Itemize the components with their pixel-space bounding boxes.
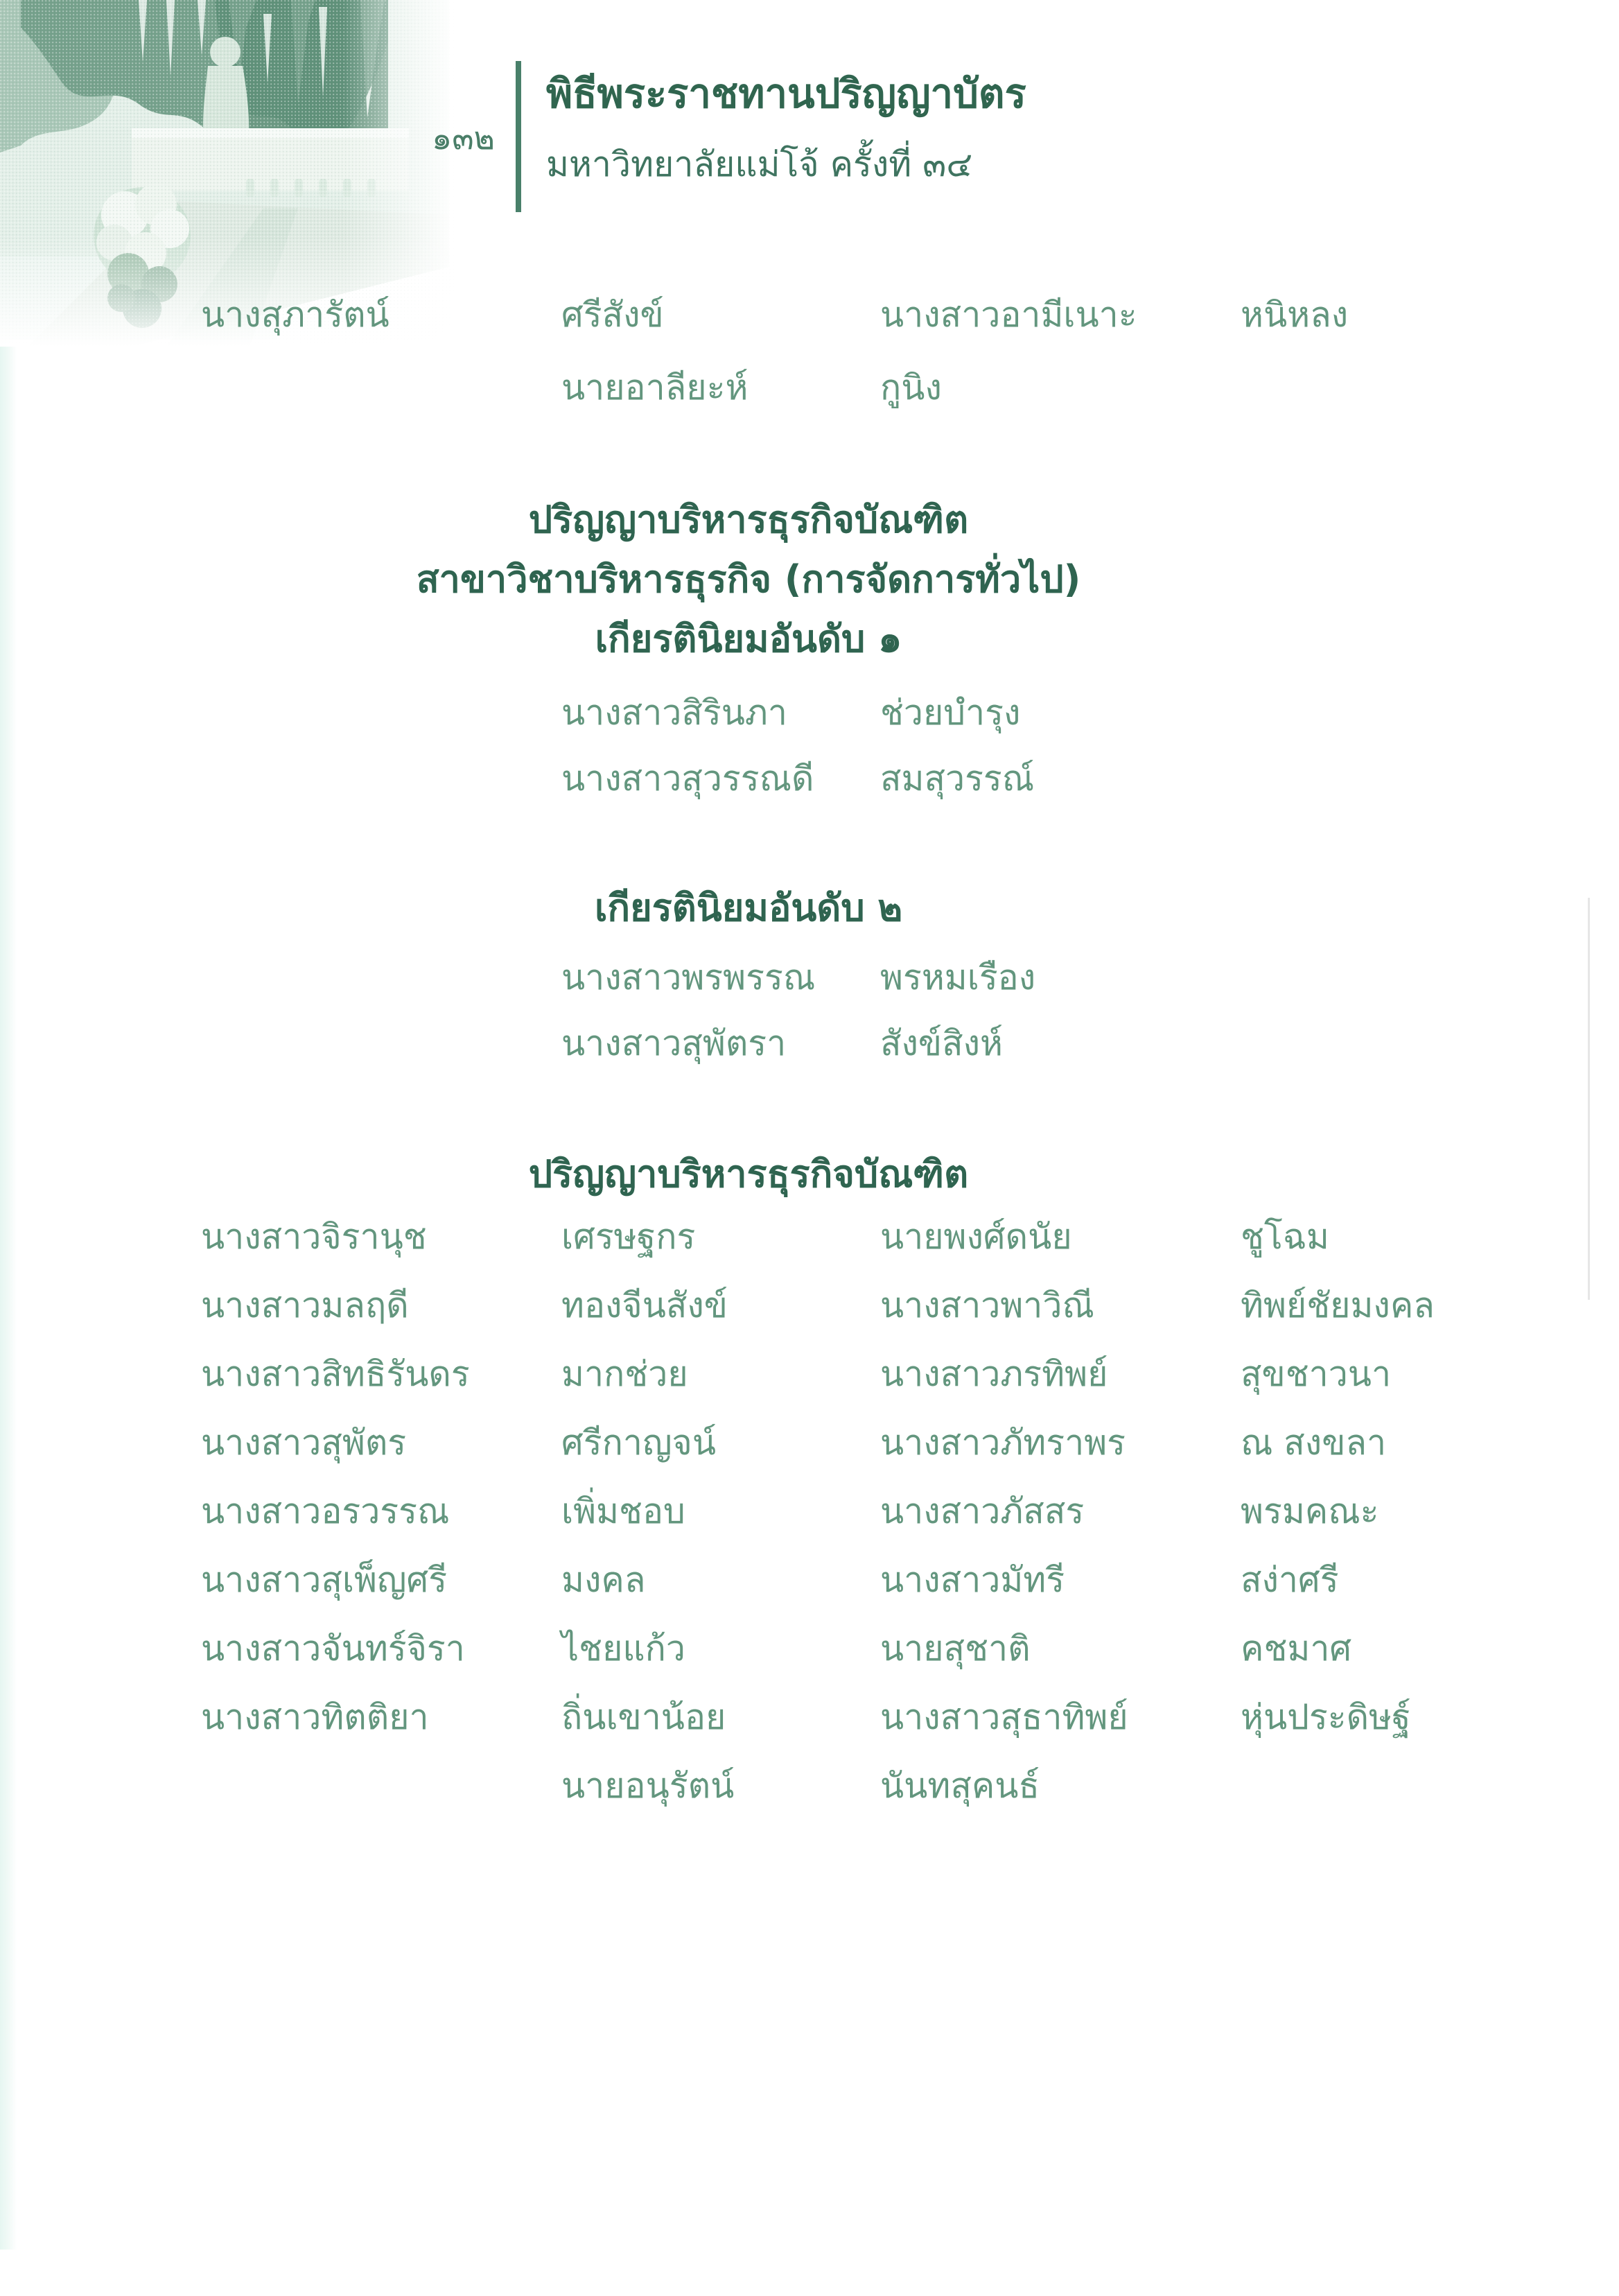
graduate-name: สุขชาวนา <box>1241 1354 1392 1394</box>
major-heading-general-management: สาขาวิชาบริหารธุรกิจ (การจัดการทั่วไป) <box>416 557 1081 601</box>
graduate-name: นางสาวภรทิพย์ <box>880 1354 1108 1394</box>
empty-cell <box>201 363 561 435</box>
graduate-name: เศรษฐกร <box>561 1217 696 1257</box>
graduate-name: ชูโฉม <box>1241 1217 1329 1257</box>
graduate-row <box>0 953 1619 1018</box>
graduate-name: นางสาวสิรินภา <box>561 693 787 733</box>
graduate-name: นางสาวพรพรรณ <box>561 957 816 998</box>
graduate-name: เพิ่มชอบ <box>561 1491 685 1531</box>
graduate-name: นายอาลียะห์ <box>561 367 749 408</box>
university-subtitle: มหาวิทยาลัยแม่โจ้ ครั้งที่ ๓๔ <box>546 144 973 184</box>
graduate-name: พรมคณะ <box>1241 1491 1379 1531</box>
ceremony-title: พิธีพระราชทานปริญญาบัตร <box>546 70 1026 117</box>
graduate-name: มากช่วย <box>561 1354 688 1394</box>
empty-cell <box>201 1761 561 1829</box>
carryover-graduate-list <box>0 290 1619 435</box>
graduate-name: คชมาศ <box>1241 1628 1352 1669</box>
graduate-row <box>0 1418 1619 1486</box>
first-class-honors-heading: เกียรตินิยมอันดับ ๑ <box>595 617 902 661</box>
first-class-honors-list <box>0 688 1619 819</box>
empty-cell <box>1241 953 1619 1018</box>
graduate-row <box>0 1555 1619 1624</box>
general-graduate-list <box>0 1212 1619 1829</box>
graduate-name: หนิหลง <box>1241 295 1349 335</box>
graduate-name: นางสาวอามีเนาะ <box>880 295 1137 335</box>
page-number: ๑๓๒ <box>432 119 495 157</box>
graduate-name: นางสาวสุพัตร <box>201 1423 407 1463</box>
graduate-row <box>0 1486 1619 1555</box>
graduate-name: นายสุชาติ <box>880 1628 1031 1669</box>
graduate-name: นางสาวทิตติยา <box>201 1697 429 1737</box>
graduate-name: นางสาวมลฤดี <box>201 1285 409 1325</box>
graduate-row <box>0 363 1619 435</box>
graduate-name: นางสาวสิทธิรันดร <box>201 1354 470 1394</box>
empty-cell <box>1241 688 1619 754</box>
graduate-name: หุ่นประดิษฐ์ <box>1241 1697 1411 1737</box>
graduate-row <box>0 1212 1619 1280</box>
graduate-name: นันทสุคนธ์ <box>880 1766 1040 1806</box>
graduate-row <box>0 1761 1619 1829</box>
graduate-name: ศรีสังข์ <box>561 295 664 335</box>
empty-cell <box>1241 363 1619 435</box>
graduate-row <box>0 1692 1619 1761</box>
graduate-name: นางสาวอรวรรณ <box>201 1491 450 1531</box>
graduate-name: นางสาวมัทรี <box>880 1560 1065 1600</box>
graduate-name: ถิ่นเขาน้อย <box>561 1697 726 1737</box>
graduate-name: ณ สงขลา <box>1241 1423 1387 1463</box>
graduate-name: นางสาวสุเพ็ญศรี <box>201 1560 448 1600</box>
graduate-name: นางสาวพาวิณี <box>880 1285 1094 1325</box>
graduate-row <box>0 1280 1619 1349</box>
graduate-name: นางสาวภัสสร <box>880 1491 1085 1531</box>
graduate-row <box>0 1624 1619 1692</box>
empty-cell <box>1241 1018 1619 1084</box>
empty-cell <box>201 953 561 1018</box>
second-class-honors-heading: เกียรตินิยมอันดับ ๒ <box>594 886 903 930</box>
empty-cell <box>201 688 561 754</box>
graduate-name: นางสุภารัตน์ <box>201 295 390 335</box>
graduate-row <box>0 754 1619 819</box>
graduate-name: นางสาวจันทร์จิรา <box>201 1628 465 1669</box>
empty-cell <box>1241 1761 1619 1829</box>
graduate-name: สังข์สิงห์ <box>880 1023 1004 1063</box>
second-class-honors-list <box>0 953 1619 1084</box>
graduate-row <box>0 290 1619 363</box>
graduate-row <box>0 1018 1619 1084</box>
graduate-name: พรหมเรือง <box>880 957 1036 998</box>
graduate-name: นางสาวภัทราพร <box>880 1423 1126 1463</box>
graduate-name: สง่าศรี <box>1241 1560 1339 1600</box>
graduate-name: ไชยแก้ว <box>561 1628 685 1669</box>
graduate-name: ทิพย์ชัยมงคล <box>1241 1285 1435 1325</box>
graduate-name: นางสาวสุพัตรา <box>561 1023 787 1063</box>
graduate-name: นายอนุรัตน์ <box>561 1766 735 1806</box>
graduate-name: นางสาวจิรานุช <box>201 1217 427 1257</box>
graduate-row <box>0 1349 1619 1418</box>
empty-cell <box>1241 754 1619 819</box>
general-degree-heading: ปริญญาบริหารธุรกิจบัณฑิต <box>528 1152 969 1196</box>
degree-heading-business-admin: ปริญญาบริหารธุรกิจบัณฑิต <box>528 498 969 541</box>
graduate-row <box>0 688 1619 754</box>
empty-cell <box>201 754 561 819</box>
graduate-name: นางสาวสุธาทิพย์ <box>880 1697 1128 1737</box>
graduate-name: ทองจีนสังข์ <box>561 1285 728 1325</box>
graduate-name: นางสาวสุวรรณดี <box>561 758 814 799</box>
graduate-name: ศรีกาญจน์ <box>561 1423 717 1463</box>
graduate-name: สมสุวรรณ์ <box>880 758 1035 799</box>
graduate-name: ช่วยบำรุง <box>880 693 1021 733</box>
graduate-name: มงคล <box>561 1560 646 1600</box>
header-divider-bar <box>516 61 521 212</box>
empty-cell <box>201 1018 561 1084</box>
graduate-name: กูนิง <box>880 367 942 408</box>
graduate-name: นายพงศ์ดนัย <box>880 1217 1072 1257</box>
